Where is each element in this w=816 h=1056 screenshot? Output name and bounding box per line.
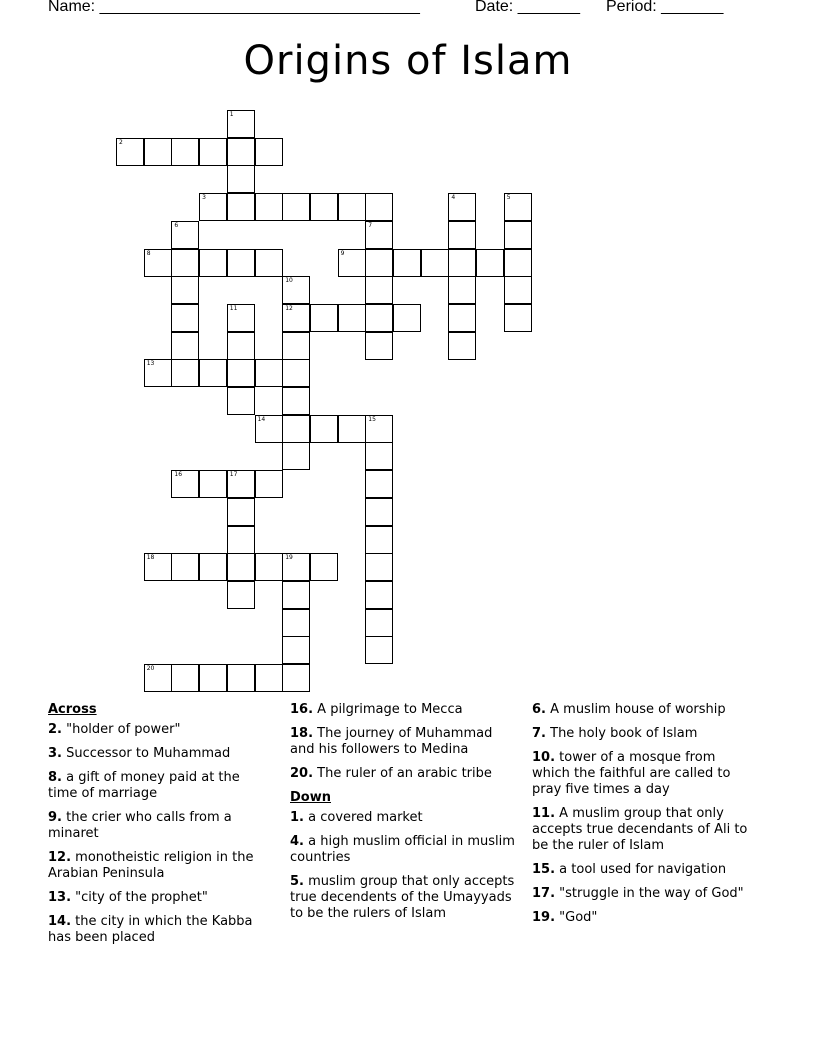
- grid-cell[interactable]: [504, 304, 532, 332]
- grid-cell[interactable]: [365, 609, 393, 637]
- grid-cell[interactable]: [255, 664, 283, 692]
- grid-cell[interactable]: [255, 470, 283, 498]
- grid-cell[interactable]: [199, 359, 227, 387]
- grid-cell[interactable]: [448, 332, 476, 360]
- grid-cell[interactable]: [171, 276, 199, 304]
- grid-cell[interactable]: [504, 276, 532, 304]
- clue-text: A muslim group that only accepts true decendants of Ali to be the ruler of Islam: [532, 806, 748, 853]
- grid-cell[interactable]: [171, 553, 199, 581]
- grid-cell[interactable]: [504, 193, 532, 221]
- grid-cell[interactable]: [171, 359, 199, 387]
- clue-item: [532, 910, 757, 926]
- cell-number: 14: [257, 415, 266, 423]
- clue-number: 6.: [532, 702, 546, 717]
- grid-cell[interactable]: [171, 332, 199, 360]
- grid-cell[interactable]: [504, 221, 532, 249]
- clue-number: 16.: [290, 702, 314, 717]
- grid-cell[interactable]: [144, 138, 172, 166]
- clue-item: [48, 914, 263, 946]
- clue-number: 9.: [48, 810, 62, 825]
- clue-text: muslim group that only accepts true decendents of the Umayyads to be the rulers of Islam: [290, 874, 515, 921]
- grid-cell[interactable]: [365, 553, 393, 581]
- grid-cell[interactable]: [171, 664, 199, 692]
- clue-text: "God": [559, 910, 598, 925]
- clue-text: a gift of money paid at the time of marriage: [48, 770, 240, 801]
- grid-cell[interactable]: [255, 415, 283, 443]
- cell-number: 4: [451, 194, 456, 202]
- clues-column-2: [290, 702, 515, 930]
- grid-cell[interactable]: [282, 636, 310, 664]
- grid-cell[interactable]: [282, 664, 310, 692]
- grid-cell[interactable]: [365, 415, 393, 443]
- cell-number: 3: [202, 194, 206, 202]
- clue-text: The journey of Muhammad and his followers to Medina: [290, 726, 493, 757]
- grid-cell[interactable]: [421, 249, 449, 277]
- grid-cell[interactable]: [282, 193, 310, 221]
- cell-number: 17: [229, 471, 238, 479]
- cell-number: 5: [506, 194, 511, 202]
- grid-cell[interactable]: [199, 470, 227, 498]
- grid-cell[interactable]: [227, 165, 255, 193]
- grid-cell[interactable]: [282, 609, 310, 637]
- grid-cell[interactable]: [255, 249, 283, 277]
- grid-cell[interactable]: [227, 332, 255, 360]
- grid-cell[interactable]: [227, 498, 255, 526]
- cell-number: 9: [340, 249, 345, 257]
- clue-item: [532, 806, 757, 854]
- grid-cell[interactable]: [365, 276, 393, 304]
- period-field-label[interactable]: Period: _______: [606, 0, 724, 15]
- grid-cell[interactable]: [448, 221, 476, 249]
- clue-number: 5.: [290, 874, 304, 889]
- grid-cell[interactable]: [144, 553, 172, 581]
- date-field-label[interactable]: Date: _______: [475, 0, 580, 15]
- grid-cell[interactable]: [227, 249, 255, 277]
- grid-cell[interactable]: [227, 470, 255, 498]
- cell-number: 15: [368, 415, 376, 423]
- grid-cell[interactable]: [255, 359, 283, 387]
- clue-item: [48, 722, 263, 738]
- grid-cell[interactable]: [227, 664, 255, 692]
- cell-number: 7: [368, 221, 373, 229]
- clue-text: the crier who calls from a minaret: [48, 810, 232, 841]
- grid-cell[interactable]: [282, 359, 310, 387]
- grid-cell[interactable]: [393, 249, 421, 277]
- grid-cell[interactable]: [116, 138, 144, 166]
- grid-cell[interactable]: [448, 276, 476, 304]
- grid-cell[interactable]: [227, 304, 255, 332]
- grid-cell[interactable]: [448, 304, 476, 332]
- grid-cell[interactable]: [144, 664, 172, 692]
- cell-number: 18: [146, 554, 155, 562]
- name-field-label[interactable]: Name: ____________________________________: [48, 0, 420, 15]
- grid-cell[interactable]: [365, 193, 393, 221]
- clue-number: 4.: [290, 834, 304, 849]
- grid-cell[interactable]: [365, 581, 393, 609]
- grid-cell[interactable]: [227, 110, 255, 138]
- grid-cell[interactable]: [282, 442, 310, 470]
- cell-number: 19: [285, 554, 293, 562]
- clue-number: 7.: [532, 726, 546, 741]
- grid-cell[interactable]: [227, 387, 255, 415]
- clue-number: 13.: [48, 890, 72, 905]
- clue-number: 10.: [532, 750, 556, 765]
- grid-cell[interactable]: [171, 249, 199, 277]
- clue-text: "struggle in the way of God": [559, 886, 744, 901]
- clue-item: [532, 750, 757, 798]
- clue-number: 17.: [532, 886, 556, 901]
- clue-item: [532, 886, 757, 902]
- grid-cell[interactable]: [171, 138, 199, 166]
- clue-text: A pilgrimage to Mecca: [317, 702, 463, 717]
- cell-number: 6: [174, 221, 179, 229]
- grid-cell[interactable]: [282, 581, 310, 609]
- clue-item: [48, 810, 263, 842]
- clue-number: 18.: [290, 726, 314, 741]
- cell-number: 11: [229, 304, 238, 312]
- grid-cell[interactable]: [255, 193, 283, 221]
- grid-cell[interactable]: [227, 526, 255, 554]
- clue-number: 2.: [48, 722, 62, 737]
- clue-text: The ruler of an arabic tribe: [317, 766, 492, 781]
- grid-cell[interactable]: [310, 553, 338, 581]
- cell-number: 2: [119, 138, 123, 146]
- clue-number: 12.: [48, 850, 72, 865]
- grid-cell[interactable]: [476, 249, 504, 277]
- grid-cell[interactable]: [365, 636, 393, 664]
- grid-cell[interactable]: [282, 276, 310, 304]
- grid-cell[interactable]: [227, 359, 255, 387]
- grid-cell[interactable]: [365, 332, 393, 360]
- grid-cell[interactable]: [144, 359, 172, 387]
- grid-cell[interactable]: [365, 526, 393, 554]
- clue-item: [290, 874, 515, 922]
- clue-item: [532, 726, 757, 742]
- grid-cell[interactable]: [255, 553, 283, 581]
- clue-number: 14.: [48, 914, 72, 929]
- grid-cell[interactable]: [365, 498, 393, 526]
- grid-cell[interactable]: [393, 304, 421, 332]
- clue-item: [290, 834, 515, 866]
- clue-number: 19.: [532, 910, 556, 925]
- grid-cell[interactable]: [365, 249, 393, 277]
- clue-text: "city of the prophet": [75, 890, 208, 905]
- page-title: Origins of Islam: [243, 38, 573, 84]
- grid-cell[interactable]: [282, 415, 310, 443]
- grid-cell[interactable]: [199, 664, 227, 692]
- grid-cell[interactable]: [282, 387, 310, 415]
- across-heading: Across: [48, 702, 97, 717]
- grid-cell[interactable]: [227, 138, 255, 166]
- clue-text: "holder of power": [66, 722, 181, 737]
- grid-cell[interactable]: [310, 304, 338, 332]
- grid-cell[interactable]: [310, 415, 338, 443]
- grid-cell[interactable]: [504, 249, 532, 277]
- grid-cell[interactable]: [365, 304, 393, 332]
- clue-text: a high muslim official in muslim countries: [290, 834, 515, 865]
- grid-cell[interactable]: [282, 304, 310, 332]
- grid-cell[interactable]: [171, 470, 199, 498]
- grid-cell[interactable]: [365, 442, 393, 470]
- grid-cell[interactable]: [227, 581, 255, 609]
- clue-item: [532, 862, 757, 878]
- grid-cell[interactable]: [310, 193, 338, 221]
- cell-number: 12: [285, 304, 293, 312]
- clue-text: The holy book of Islam: [550, 726, 698, 741]
- clues-column-1: [48, 702, 263, 954]
- grid-cell[interactable]: [199, 193, 227, 221]
- clue-item: [48, 890, 263, 906]
- clue-item: [290, 810, 515, 826]
- clue-number: 20.: [290, 766, 314, 781]
- grid-cell[interactable]: [282, 332, 310, 360]
- grid-cell[interactable]: [338, 193, 366, 221]
- grid-cell[interactable]: [199, 138, 227, 166]
- clue-number: 3.: [48, 746, 62, 761]
- grid-cell[interactable]: [227, 193, 255, 221]
- clue-item: [290, 766, 515, 782]
- clue-text: the city in which the Kabba has been placed: [48, 914, 253, 945]
- clue-item: [532, 702, 757, 718]
- clue-text: A muslim house of worship: [550, 702, 726, 717]
- grid-cell[interactable]: [365, 221, 393, 249]
- cell-number: 16: [174, 471, 183, 479]
- clues-column-3: [532, 702, 757, 934]
- clue-item: [48, 850, 263, 882]
- grid-cell[interactable]: [282, 553, 310, 581]
- grid-cell[interactable]: [255, 138, 283, 166]
- clue-item: [48, 746, 263, 762]
- clue-text: monotheistic religion in the Arabian Peninsula: [48, 850, 254, 881]
- clue-text: Successor to Muhammad: [66, 746, 231, 761]
- grid-cell[interactable]: [448, 193, 476, 221]
- clue-text: tower of a mosque from which the faithful are called to pray five times a day: [532, 750, 731, 797]
- cell-number: 20: [146, 665, 155, 672]
- cell-number: 10: [285, 277, 293, 285]
- clue-item: [290, 726, 515, 758]
- grid-cell[interactable]: [171, 304, 199, 332]
- cell-number: 8: [146, 249, 151, 257]
- clue-number: 15.: [532, 862, 556, 877]
- grid-cell[interactable]: [199, 553, 227, 581]
- grid-cell[interactable]: [365, 470, 393, 498]
- cell-number: 1: [229, 111, 234, 118]
- clue-number: 1.: [290, 810, 304, 825]
- down-heading: Down: [290, 790, 331, 805]
- clue-number: 8.: [48, 770, 62, 785]
- grid-cell[interactable]: [338, 415, 366, 443]
- clue-number: 11.: [532, 806, 556, 821]
- grid-cell[interactable]: [171, 221, 199, 249]
- clue-item: [48, 770, 263, 802]
- clue-text: a covered market: [308, 810, 423, 825]
- grid-cell[interactable]: [338, 249, 366, 277]
- grid-cell[interactable]: [144, 249, 172, 277]
- grid-cell[interactable]: [227, 553, 255, 581]
- clue-item: [290, 702, 515, 718]
- grid-cell[interactable]: [338, 304, 366, 332]
- clue-text: a tool used for navigation: [559, 862, 727, 877]
- grid-cell[interactable]: [448, 249, 476, 277]
- cell-number: 13: [146, 360, 155, 368]
- grid-cell[interactable]: [199, 249, 227, 277]
